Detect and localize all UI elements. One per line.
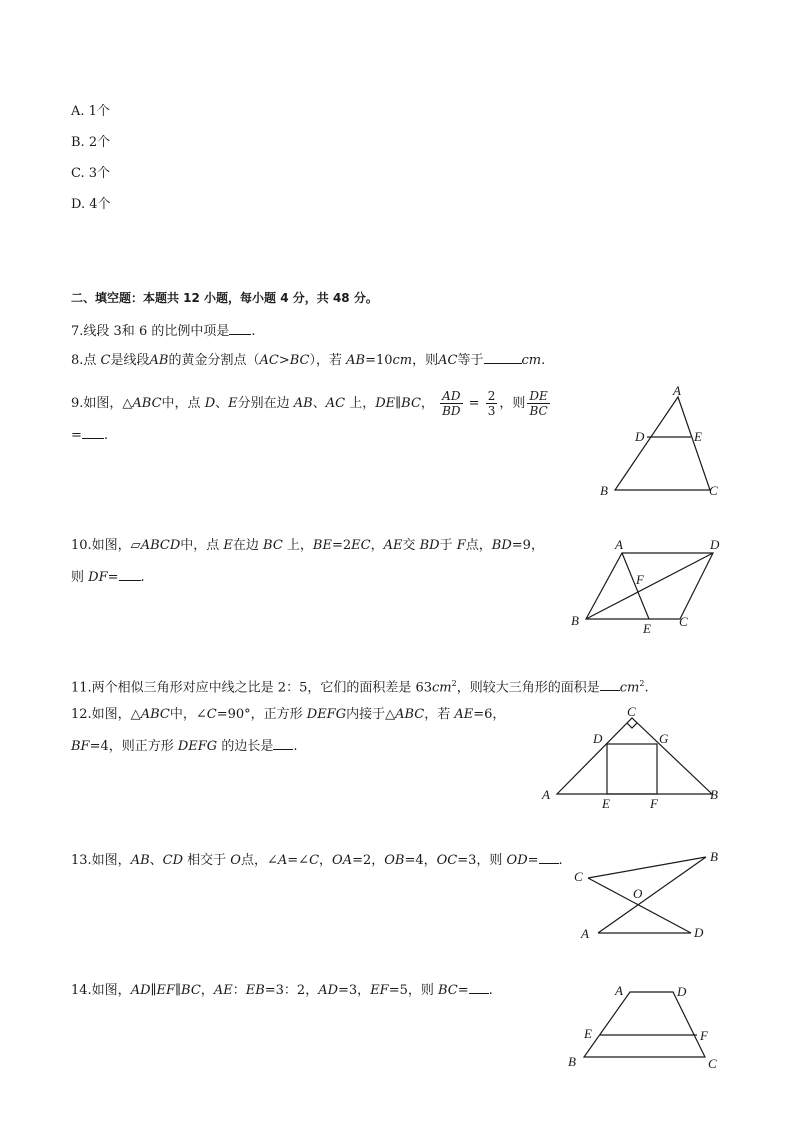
question-12: 12.如图，△ABC中，∠C=90°，正方形 DEFG内接于△ABC，若 AE=6， [71,707,506,722]
fraction-de-bc: $\frac{DE}{BC}$ [529,389,548,418]
label-a: A [581,926,589,941]
figure-13-crossing-triangles [570,845,730,945]
question-10: 10.如图，▱ABCD中，点 E在边 BC 上，BE=2EC，AE交 BD于 F点，BD=9， [71,538,544,553]
label-f: F [636,572,644,587]
fraction-2-3: $\frac{2}{3}$ [487,389,496,418]
label-g: G [659,731,669,746]
label-f: F [650,796,658,811]
question-9-line2: = . [71,428,109,443]
label-b: B [600,483,608,498]
option-b: B. 2个 [71,135,111,150]
right-angle-mark [627,723,637,728]
label-e: E [584,1026,592,1041]
question-14: 14.如图，AD∥EF∥BC，AE：EB=3：2，AD=3，EF=5，则 BC= . [71,983,493,998]
diagonal-bd [586,553,713,619]
option-a: A. 1个 [71,104,110,119]
section-title: 二、填空题：本题共 12 小题，每小题 4 分，共 48 分。 [71,291,378,305]
label-b: B [571,613,579,628]
label-c: C [627,704,636,719]
label-e: E [643,621,651,636]
segment-cb [588,857,706,878]
label-d: D [677,984,687,999]
fraction-ad-bd: $\frac{AD}{BD}$ [442,389,461,418]
label-b: B [710,849,718,864]
option-d: D. 4个 [71,197,111,212]
question-11: 11.两个相似三角形对应中线之比是 2：5，它们的面积差是 $63cm^2$，则较大三角形的面积是 $cm^2$. [71,679,649,696]
figure-12-triangle-square [538,703,728,815]
label-a: A [615,983,623,998]
question-8: 8.点 C是线段AB的黄金分割点（AC>BC），若 AB=10cm，则AC等于 cm. [71,353,546,368]
segment-ab [598,857,706,933]
question-9: 9.如图，△ABC中，点 D、E分别在边 AB、AC 上，DE∥BC， $\frac{AD}{BD}$ = $\frac{2}{3}$ ，则 $\frac{DE}{BC}$ [71,389,548,418]
figure-14-trapezoid [560,978,730,1078]
label-d: D [635,429,645,444]
label-a: A [673,383,681,398]
label-c: C [574,869,583,884]
triangle-abc [557,718,712,794]
label-a: A [542,787,550,802]
label-a: A [615,537,623,552]
label-d: D [593,731,603,746]
label-c: C [708,1056,717,1071]
label-b: B [710,787,718,802]
label-c: C [679,614,688,629]
label-e: E [602,796,610,811]
label-d: D [710,537,720,552]
question-12-line2: BF=4，则正方形 DEFG 的边长是 . [71,739,298,754]
square-defg [607,744,657,794]
label-o: O [633,886,643,901]
question-10-line2: 则 DF= . [71,570,145,585]
label-f: F [700,1028,708,1043]
figure-9-triangle [595,382,725,502]
question-7: 7.线段 3和 6 的比例中项是 . [71,324,256,339]
option-c: C. 3个 [71,166,111,181]
label-d: D [694,925,704,940]
label-b: B [568,1054,576,1069]
question-13: 13.如图，AB、CD 相交于 O点，∠A=∠C，OA=2，OB=4，OC=3，则 OD= . [71,853,563,868]
label-c: C [709,483,718,498]
figure-10-parallelogram [565,535,730,640]
label-e: E [694,429,702,444]
trapezoid-abcd [584,992,705,1057]
